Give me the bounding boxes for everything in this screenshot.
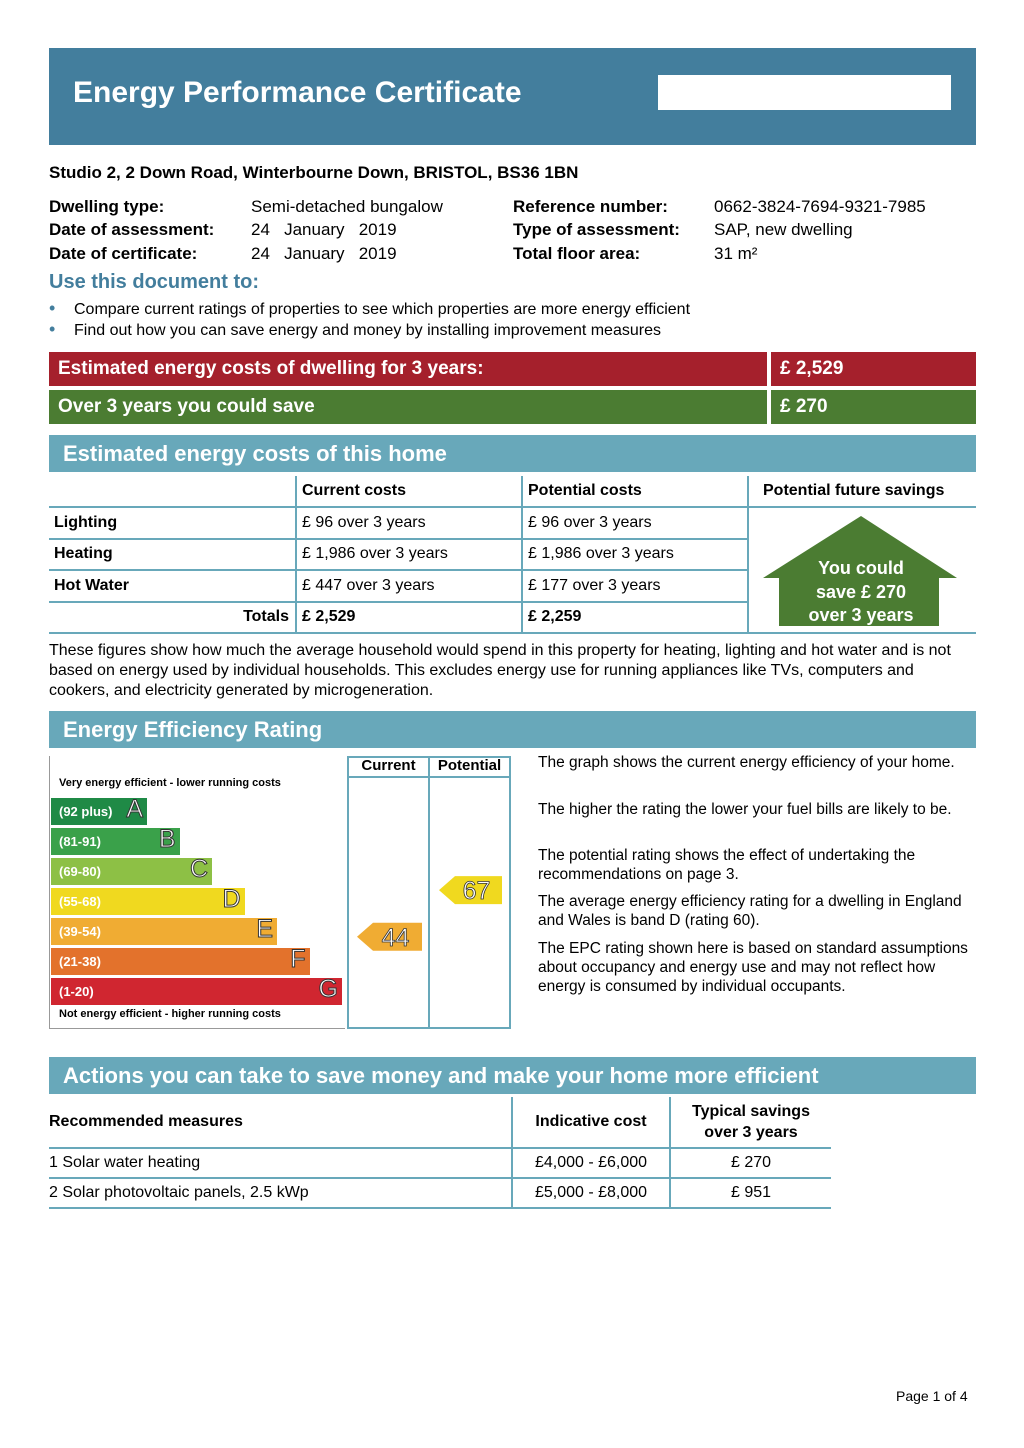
reference-label: Reference number: — [513, 197, 668, 216]
dwelling-type-label: Dwelling type: — [49, 197, 165, 216]
action-cost: £4,000 - £6,000 — [512, 1148, 670, 1178]
savings-cell — [748, 507, 976, 633]
rating-band-letter: F — [290, 945, 306, 973]
actions-header-savings-line2: over 3 years — [704, 1124, 798, 1141]
cost-row-potential: £ 96 over 3 years — [522, 507, 748, 539]
top-efficiency-label: Very energy efficient - lower running costs — [59, 777, 281, 789]
cost-row-label: Lighting — [49, 507, 296, 539]
current-column-header: Current — [361, 757, 416, 774]
costs-header-potential: Potential costs — [522, 476, 748, 507]
potential-column-header: Potential — [437, 757, 502, 774]
date-certificate-value: 24 January 2019 — [251, 244, 397, 263]
bottom-efficiency-label: Not energy efficient - higher running costs — [59, 1008, 281, 1020]
property-address: Studio 2, 2 Down Road, Winterbourne Down, BRISTOL, BS36 1BN — [49, 163, 579, 182]
totals-current: £ 2,529 — [296, 602, 522, 634]
cost-row-potential: £ 1,986 over 3 years — [522, 539, 748, 571]
rating-explanation-1: The graph shows the current energy efficiency of your home. — [538, 754, 955, 771]
costs-note: These figures show how much the average household would spend in this property for heating, lighting and hot water and is not based on energy used by individual households. This excludes energy use for running appliances like TVs, computers and cookers, and electricity generated by microgeneration. — [49, 642, 951, 699]
costs-table — [49, 476, 976, 634]
date-assessment-label: Date of assessment: — [49, 220, 215, 239]
rating-band-range: (69-80) — [59, 864, 101, 879]
floor-area-label: Total floor area: — [513, 244, 641, 263]
could-save-label: Over 3 years you could save — [49, 390, 767, 424]
potential-rating-arrow-value: 67 — [462, 877, 491, 906]
actions-table — [49, 1097, 831, 1209]
costs-header-savings: Potential future savings — [748, 476, 976, 507]
rating-explanation-4: The average energy efficiency rating for a dwelling in England and Wales is band D (rating 60). — [538, 893, 962, 929]
use-bullet-1: Compare current ratings of properties to see which properties are more energy efficient — [74, 301, 691, 318]
savings-house-icon — [749, 508, 975, 632]
rating-arrows — [49, 756, 511, 1029]
action-measure: 2 Solar photovoltaic panels, 2.5 kWp — [49, 1178, 512, 1208]
actions-header-savings-line1: Typical savings — [692, 1103, 810, 1120]
savings-line-3: over 3 years — [808, 605, 914, 625]
bullet-dot-icon: • — [49, 319, 56, 339]
type-assessment-value: SAP, new dwelling — [714, 220, 853, 239]
rating-band-range: (55-68) — [59, 894, 101, 909]
savings-line-1: You could — [818, 558, 904, 578]
actions-header-measures: Recommended measures — [49, 1097, 512, 1148]
rating-band-letter: B — [158, 825, 176, 853]
rating-explanation-2: The higher the rating the lower your fuel bills are likely to be. — [538, 801, 952, 818]
floor-area-value: 31 m² — [714, 244, 758, 263]
rating-band-letter: D — [222, 885, 241, 913]
costs-header-current: Current costs — [296, 476, 522, 507]
table-row — [49, 1178, 831, 1208]
efficiency-section-title: Energy Efficiency Rating — [49, 711, 976, 748]
costs-header-blank — [49, 476, 296, 507]
use-document-title: Use this document to: — [49, 271, 260, 293]
header-blank-box — [658, 75, 951, 110]
cost-row-label: Hot Water — [49, 570, 296, 602]
actions-section-title: Actions you can take to save money and make your home more efficient — [49, 1057, 976, 1094]
rating-band-letter: G — [318, 975, 338, 1003]
estimated-cost-label: Estimated energy costs of dwelling for 3 years: — [49, 352, 767, 386]
rating-band-letter: E — [256, 915, 273, 943]
costs-section-title: Estimated energy costs of this home — [49, 435, 976, 472]
actions-header-cost: Indicative cost — [512, 1097, 670, 1148]
actions-header-savings — [670, 1097, 831, 1148]
page-number: Page 1 of 4 — [896, 1388, 968, 1404]
rating-band-letter: C — [189, 855, 208, 883]
cost-row-potential: £ 177 over 3 years — [522, 570, 748, 602]
date-assessment-value: 24 January 2019 — [251, 220, 397, 239]
rating-band-range: (39-54) — [59, 924, 101, 939]
type-assessment-label: Type of assessment: — [513, 220, 680, 239]
rating-explanation-5: The EPC rating shown here is based on standard assumptions about occupancy and energy use and may not reflect how energy is consumed by individual occupants. — [538, 940, 968, 995]
totals-label: Totals — [49, 602, 296, 634]
bullet-dot-icon: • — [49, 298, 56, 318]
rating-band-range: (1-20) — [59, 984, 94, 999]
rating-band-range: (92 plus) — [59, 804, 113, 819]
totals-potential: £ 2,259 — [522, 602, 748, 634]
page-title: Energy Performance Certificate — [73, 76, 522, 109]
reference-value: 0662-3824-7694-9321-7985 — [714, 197, 926, 216]
savings-line-2: save £ 270 — [815, 582, 907, 602]
rating-band-range: (81-91) — [59, 834, 101, 849]
action-measure: 1 Solar water heating — [49, 1148, 512, 1178]
dwelling-type-value: Semi-detached bungalow — [251, 197, 443, 216]
use-bullet-2: Find out how you can save energy and money by installing improvement measures — [74, 322, 661, 339]
table-row — [49, 507, 976, 539]
table-row — [49, 1148, 831, 1178]
cost-row-current: £ 96 over 3 years — [296, 507, 522, 539]
cost-row-label: Heating — [49, 539, 296, 571]
current-rating-arrow — [357, 923, 422, 952]
cost-row-current: £ 1,986 over 3 years — [296, 539, 522, 571]
date-certificate-label: Date of certificate: — [49, 244, 198, 263]
rating-chart — [49, 756, 511, 1029]
rating-explanation-3: The potential rating shows the effect of undertaking the recommendations on page 3. — [538, 847, 916, 883]
rating-band-range: (21-38) — [59, 954, 101, 969]
cost-row-current: £ 447 over 3 years — [296, 570, 522, 602]
action-savings: £ 951 — [670, 1178, 831, 1208]
potential-rating-arrow — [439, 876, 502, 905]
rating-band-letter: A — [126, 795, 143, 823]
could-save-value: £ 270 — [771, 390, 976, 424]
current-rating-arrow-value: 44 — [381, 923, 410, 952]
estimated-cost-value: £ 2,529 — [771, 352, 976, 386]
action-cost: £5,000 - £8,000 — [512, 1178, 670, 1208]
action-savings: £ 270 — [670, 1148, 831, 1178]
